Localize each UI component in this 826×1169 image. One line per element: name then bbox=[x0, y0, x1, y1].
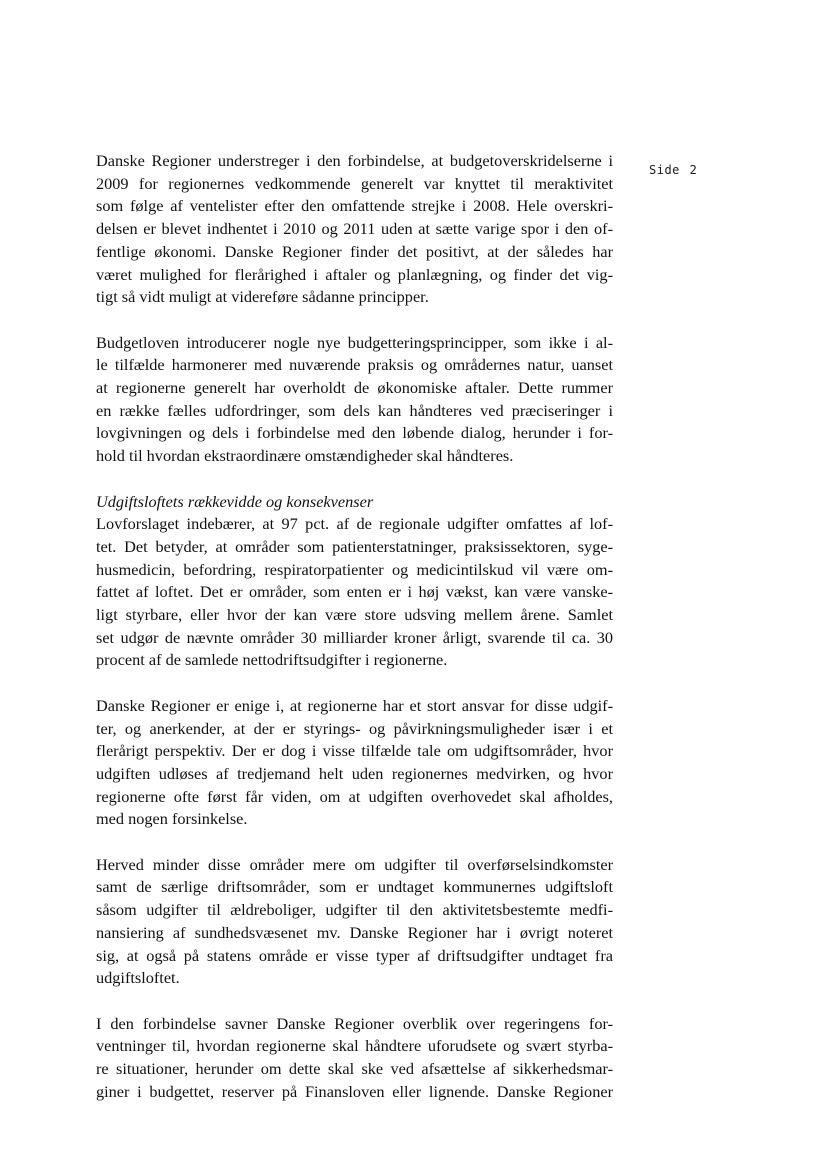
text-line: I den forbindelse savner Danske Regioner overblik over regeringens for- bbox=[96, 1013, 613, 1033]
text-line: at regionerne generelt har overholdt de økonomiske aftaler. Dette rummer bbox=[96, 378, 613, 398]
text-line: le tilfælde harmonerer med nuværende praksis og områdernes natur, uanset bbox=[96, 355, 613, 375]
text-line: giner i budgettet, reserver på Finansloven eller lignende. Danske Regioner bbox=[96, 1081, 613, 1101]
text-line: Budgetloven introducerer nogle nye budgetteringsprincipper, som ikke i al- bbox=[96, 332, 613, 352]
text-line: været mulighed for flerårighed i aftaler og planlægning, og finder det vig- bbox=[96, 264, 613, 284]
text-line: Lovforslaget indebærer, at 97 pct. af de regionale udgifter omfattes af lof- bbox=[96, 514, 613, 534]
section-heading: Udgiftsloftets rækkevidde og konsekvenser bbox=[96, 491, 374, 511]
text-line: ventninger til, hvordan regionerne skal håndtere uforudsete og svært styrba- bbox=[96, 1036, 613, 1056]
text-line: med nogen forsinkelse. bbox=[96, 809, 248, 829]
text-line: tigt så vidt muligt at videreføre sådanne principper. bbox=[96, 287, 429, 307]
text-line: fattet af loftet. Det er områder, som enten er i høj vækst, kan være vanske- bbox=[96, 582, 613, 602]
text-line: ter, og anerkender, at der er styrings- og påvirkningsmuligheder især i et bbox=[96, 718, 613, 738]
body-text bbox=[96, 150, 613, 1103]
body-paragraph bbox=[96, 150, 613, 309]
text-line: regionerne ofte først får viden, om at udgiften overhovedet skal afholdes, bbox=[96, 786, 613, 806]
page-label-word: Side bbox=[649, 163, 680, 177]
body-paragraph bbox=[96, 1013, 613, 1104]
text-line: en række fælles udfordringer, som dels kan håndteres ved præciseringer i bbox=[96, 400, 613, 420]
text-line: re situationer, herunder om dette skal ske ved afsættelse af sikkerhedsmar- bbox=[96, 1059, 613, 1079]
text-line: flerårigt perspektiv. Der er dog i visse tilfælde tale om udgiftsområder, hvor bbox=[96, 741, 613, 761]
text-line: Danske Regioner er enige i, at regionerne har et stort ansvar for disse udgif- bbox=[96, 695, 613, 715]
text-line: samt de særlige driftsområder, som er undtaget kommunernes udgiftsloft bbox=[96, 877, 613, 897]
text-line: tet. Det betyder, at områder som patienterstatninger, praksissektoren, syge- bbox=[96, 536, 613, 556]
text-line: delsen er blevet indhentet i 2010 og 2011 uden at sætte varige spor i den of- bbox=[96, 219, 613, 239]
body-paragraph bbox=[96, 513, 613, 672]
body-paragraph bbox=[96, 695, 613, 831]
text-line: udgiften udløses af tredjemand helt uden regionernes medvirken, og hvor bbox=[96, 763, 613, 783]
text-line: nansiering af sundhedsvæsenet mv. Danske Regioner har i øvrigt noteret bbox=[96, 922, 613, 942]
text-line: 2009 for regionernes vedkommende generelt var knyttet til meraktivitet bbox=[96, 173, 613, 193]
text-line: set udgør de nævnte områder 30 milliarder kroner årligt, svarende til ca. 30 bbox=[96, 627, 613, 647]
page-number: 2 bbox=[689, 163, 698, 177]
text-line: procent af de samlede nettodriftsudgifter i regionerne. bbox=[96, 650, 448, 670]
body-paragraph bbox=[96, 854, 613, 990]
text-line: såsom udgifter til ældreboliger, udgifter til den aktivitetsbestemte medfi- bbox=[96, 900, 613, 920]
page-number-label bbox=[649, 163, 697, 177]
text-line: ligt styrbare, eller hvor der kan være store udsving mellem årene. Samlet bbox=[96, 605, 613, 625]
text-line: lovgivningen og dels i forbindelse med den løbende dialog, herunder i for- bbox=[96, 423, 613, 443]
text-line: hold til hvordan ekstraordinære omstændigheder skal håndteres. bbox=[96, 446, 514, 466]
body-paragraph bbox=[96, 332, 613, 468]
text-line: Herved minder disse områder mere om udgifter til overførselsindkomster bbox=[96, 854, 613, 874]
text-line: sig, at også på statens område er visse typer af driftsudgifter undtaget fra bbox=[96, 945, 613, 965]
text-line: fentlige økonomi. Danske Regioner finder det positivt, at der således har bbox=[96, 241, 613, 261]
text-line: Danske Regioner understreger i den forbindelse, at budgetoverskridelserne i bbox=[96, 151, 613, 170]
text-line: udgiftsloftet. bbox=[96, 968, 180, 988]
text-line: som følge af ventelister efter den omfattende strejke i 2008. Hele overskri- bbox=[96, 196, 613, 216]
text-line: husmedicin, befordring, respiratorpatienter og medicintilskud vil være om- bbox=[96, 559, 613, 579]
